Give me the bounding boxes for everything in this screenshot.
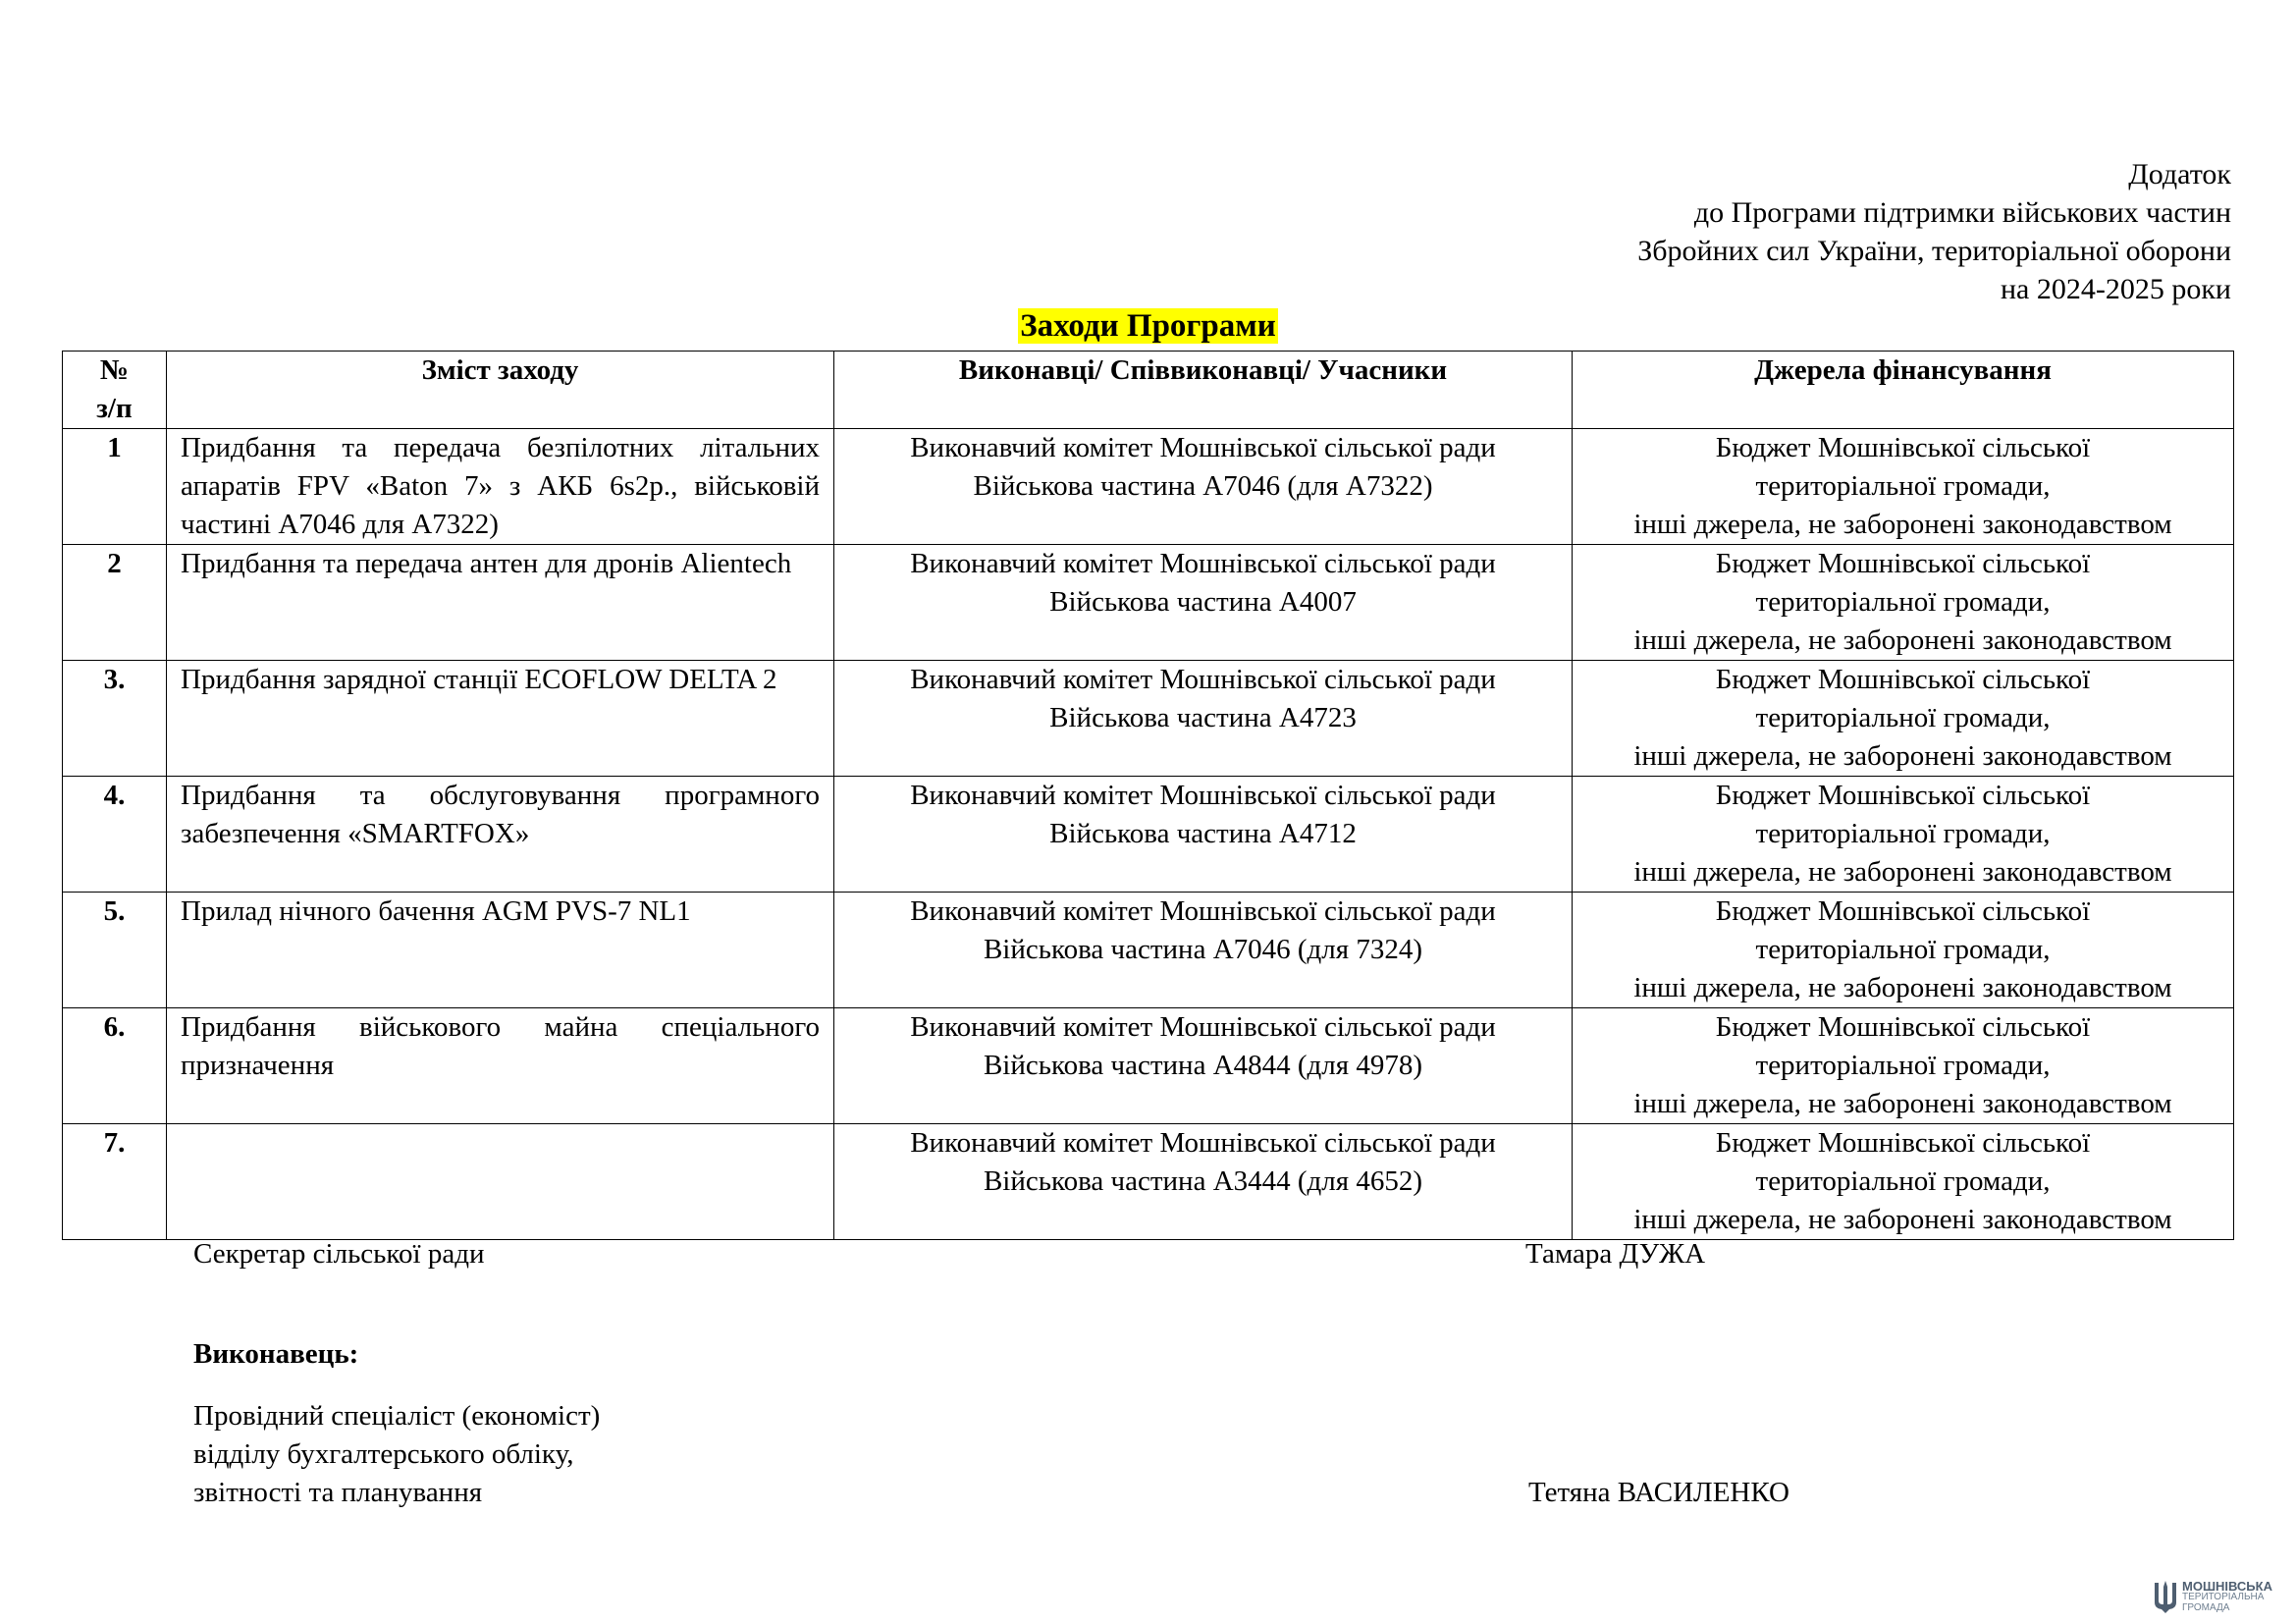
- executor-position-line: Провідний спеціаліст (економіст): [193, 1400, 601, 1432]
- funding-line: Бюджет Мошнівської сільської: [1715, 548, 2091, 579]
- row-number: 5.: [63, 893, 167, 1008]
- measures-table: [62, 351, 2234, 1240]
- row-number: 4.: [63, 777, 167, 893]
- row-number: 6.: [63, 1008, 167, 1124]
- trident-icon: [2153, 1579, 2178, 1614]
- executor-line: Виконавчий комітет Мошнівської сільської ради: [910, 1011, 1496, 1043]
- row-number: 2: [63, 545, 167, 661]
- header-funding: Джерела фінансування: [1573, 352, 2234, 429]
- table-row: [63, 545, 2234, 661]
- funding-line: інші джерела, не заборонені законодавством: [1633, 856, 2172, 888]
- executor-line: Виконавчий комітет Мошнівської сільської ради: [910, 664, 1496, 695]
- funding-line: Бюджет Мошнівської сільської: [1715, 1011, 2091, 1043]
- header-content: Зміст заходу: [167, 352, 834, 429]
- row-number: 1: [63, 429, 167, 545]
- executor-line: Виконавчий комітет Мошнівської сільської ради: [910, 895, 1496, 927]
- row-executors: [834, 893, 1573, 1008]
- secretary-name: Тамара ДУЖА: [1525, 1238, 1706, 1270]
- header-num: [63, 352, 167, 429]
- funding-line: Бюджет Мошнівської сільської: [1715, 895, 2091, 927]
- table-row: [63, 1008, 2234, 1124]
- header-num-line: з/п: [96, 393, 133, 424]
- secretary-title: Секретар сільської ради: [193, 1238, 485, 1270]
- funding-line: Бюджет Мошнівської сільської: [1715, 1127, 2091, 1159]
- executor-position-line: звітності та планування: [193, 1477, 483, 1508]
- row-funding: [1573, 661, 2234, 777]
- funding-line: Бюджет Мошнівської сільської: [1715, 432, 2091, 463]
- executor-line: Військова частина А4712: [1049, 818, 1357, 849]
- logo-text: [2182, 1578, 2272, 1613]
- executor-line: Військова частина А7046 (для А7322): [973, 470, 1433, 502]
- table-row: [63, 429, 2234, 545]
- executor-line: Виконавчий комітет Мошнівської сільської ради: [910, 548, 1496, 579]
- executor-position: [193, 1397, 600, 1512]
- row-number: 7.: [63, 1124, 167, 1240]
- funding-line: Бюджет Мошнівської сільської: [1715, 664, 2091, 695]
- table-header-row: [63, 352, 2234, 429]
- executor-heading: Виконавець:: [193, 1338, 359, 1370]
- annex-block: [1637, 155, 2231, 308]
- funding-line: територіальної громади,: [1755, 1165, 2051, 1197]
- executor-line: Військова частина А4844 (для 4978): [983, 1050, 1423, 1081]
- table-row: [63, 777, 2234, 893]
- table-row: [63, 661, 2234, 777]
- executor-position-line: відділу бухгалтерського обліку,: [193, 1438, 574, 1470]
- header-num-line: №: [99, 354, 130, 386]
- funding-line: інші джерела, не заборонені законодавством: [1633, 1088, 2172, 1119]
- community-logo: [2153, 1579, 2272, 1614]
- executor-line: Виконавчий комітет Мошнівської сільської ради: [910, 1127, 1496, 1159]
- logo-line: МОШНІВСЬКА: [2182, 1578, 2272, 1594]
- funding-line: Бюджет Мошнівської сільської: [1715, 780, 2091, 811]
- row-content: Придбання та передача антен для дронів Alientech: [167, 545, 834, 661]
- funding-line: інші джерела, не заборонені законодавством: [1633, 509, 2172, 540]
- document-title: Заходи Програми: [1020, 308, 1276, 344]
- row-executors: [834, 429, 1573, 545]
- row-number: 3.: [63, 661, 167, 777]
- funding-line: територіальної громади,: [1755, 470, 2051, 502]
- row-funding: [1573, 1008, 2234, 1124]
- executor-line: Військова частина А4007: [1049, 586, 1357, 618]
- row-executors: [834, 661, 1573, 777]
- executor-line: Військова частина А4723: [1049, 702, 1357, 733]
- funding-line: територіальної громади,: [1755, 702, 2051, 733]
- row-funding: [1573, 1124, 2234, 1240]
- annex-line: Збройних сил України, територіальної оборони: [1637, 235, 2231, 267]
- executor-line: Виконавчий комітет Мошнівської сільської ради: [910, 780, 1496, 811]
- funding-line: територіальної громади,: [1755, 1050, 2051, 1081]
- executor-line: Військова частина А3444 (для 4652): [983, 1165, 1423, 1197]
- table-row: [63, 893, 2234, 1008]
- logo-line: ГРОМАДА: [2182, 1601, 2230, 1613]
- executor-line: Військова частина А7046 (для 7324): [983, 934, 1423, 965]
- document-title-wrap: [0, 306, 2296, 346]
- row-funding: [1573, 429, 2234, 545]
- table-body: [63, 429, 2234, 1240]
- row-funding: [1573, 545, 2234, 661]
- executor-name: Тетяна ВАСИЛЕНКО: [1528, 1477, 1789, 1508]
- logo-line: ТЕРИТОРІАЛЬНА: [2182, 1591, 2265, 1602]
- funding-line: територіальної громади,: [1755, 586, 2051, 618]
- funding-line: територіальної громади,: [1755, 934, 2051, 965]
- executor-line: Виконавчий комітет Мошнівської сільської ради: [910, 432, 1496, 463]
- annex-line: до Програми підтримки військових частин: [1693, 196, 2231, 229]
- funding-line: інші джерела, не заборонені законодавством: [1633, 624, 2172, 656]
- row-executors: [834, 1008, 1573, 1124]
- table-row: [63, 1124, 2234, 1240]
- row-content: Придбання зарядної станції ECOFLOW DELTA 2: [167, 661, 834, 777]
- funding-line: територіальної громади,: [1755, 818, 2051, 849]
- funding-line: інші джерела, не заборонені законодавством: [1633, 972, 2172, 1003]
- row-executors: [834, 1124, 1573, 1240]
- annex-line: Додаток: [2128, 158, 2231, 190]
- row-content: Придбання військового майна спеціального призначення: [167, 1008, 834, 1124]
- row-funding: [1573, 893, 2234, 1008]
- annex-line: на 2024-2025 роки: [2001, 273, 2231, 305]
- header-executors: Виконавці/ Співвиконавці/ Учасники: [834, 352, 1573, 429]
- row-content: [167, 1124, 834, 1240]
- row-content: Придбання та обслуговування програмного забезпечення «SMARTFOX»: [167, 777, 834, 893]
- row-content: Придбання та передача безпілотних літальних апаратів FPV «Baton 7» з АКБ 6s2р., військовій частині А7046 для А7322): [167, 429, 834, 545]
- funding-line: інші джерела, не заборонені законодавством: [1633, 1204, 2172, 1235]
- row-executors: [834, 777, 1573, 893]
- row-content: Прилад нічного бачення AGM PVS-7 NL1: [167, 893, 834, 1008]
- row-funding: [1573, 777, 2234, 893]
- funding-line: інші джерела, не заборонені законодавством: [1633, 740, 2172, 772]
- row-executors: [834, 545, 1573, 661]
